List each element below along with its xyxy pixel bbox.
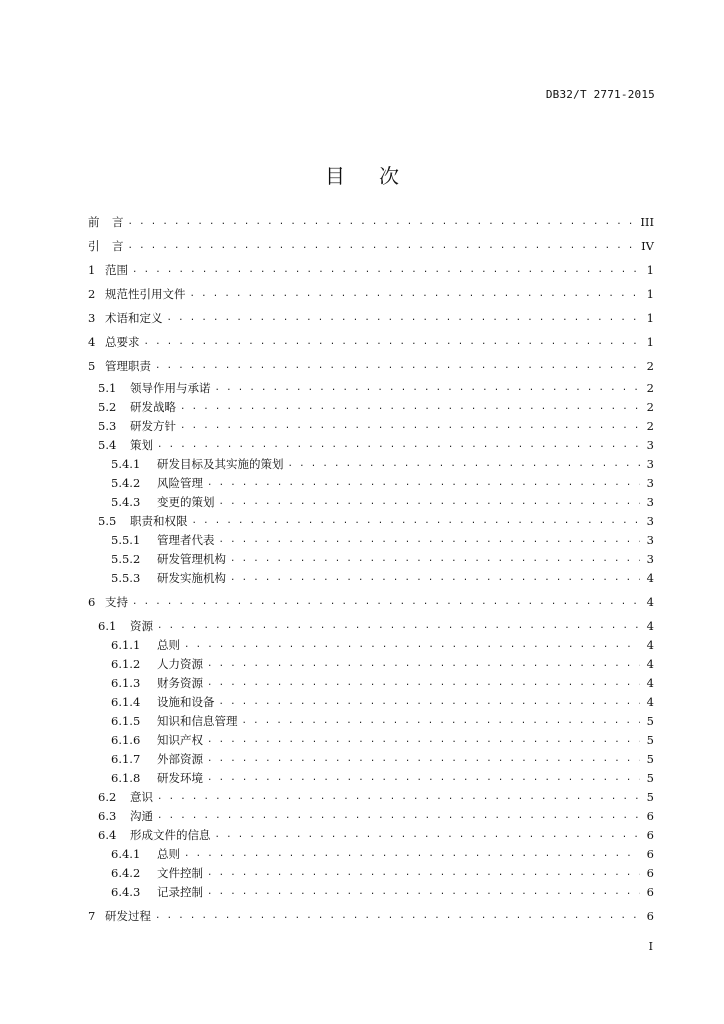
toc-leader-dots: [207, 884, 640, 900]
toc-leader-dots: [155, 358, 640, 374]
toc-entry[interactable]: [98, 513, 654, 529]
toc-entry-label: 研发管理机构: [157, 552, 226, 566]
toc-entry-label: 管理者代表: [157, 533, 215, 547]
toc-leader-dots: [190, 286, 641, 302]
toc-entry-page: 4: [646, 657, 654, 671]
toc-entry-page: 1: [646, 287, 654, 301]
toc-entry[interactable]: [98, 618, 654, 634]
toc-leader-dots: [184, 846, 640, 862]
toc-entry[interactable]: [111, 865, 654, 881]
toc-entry-page: 2: [646, 419, 654, 433]
toc-entry[interactable]: [111, 551, 654, 567]
toc-entry-number: 6: [88, 595, 96, 609]
toc-entry[interactable]: [88, 334, 654, 350]
toc-leader-dots: [219, 694, 641, 710]
toc-entry[interactable]: [111, 770, 654, 786]
toc-leader-dots: [184, 637, 640, 653]
toc-entry[interactable]: [88, 262, 654, 278]
toc-entry-number: 5.3: [98, 419, 117, 433]
toc-entry[interactable]: [111, 884, 654, 900]
toc-entry-page: 4: [646, 595, 654, 609]
toc-entry[interactable]: [98, 437, 654, 453]
toc-entry-page: 2: [646, 400, 654, 414]
toc-leader-dots: [157, 789, 640, 805]
toc-entry[interactable]: [98, 418, 654, 434]
toc-leader-dots: [180, 399, 640, 415]
toc-entry[interactable]: [98, 380, 654, 396]
toc-entry-page: 4: [646, 676, 654, 690]
toc-leader-dots: [180, 418, 640, 434]
toc-entry-label: 言: [112, 239, 124, 253]
toc-entry[interactable]: [88, 908, 654, 924]
toc-entry[interactable]: [111, 846, 654, 862]
toc-entry[interactable]: [111, 570, 654, 586]
toc-entry-number: 7: [88, 909, 96, 923]
toc-entry-number: 6.1.8: [111, 771, 141, 785]
toc-entry-number: 1: [88, 263, 96, 277]
toc-entry[interactable]: [111, 532, 654, 548]
toc-entry-page: 5: [646, 771, 654, 785]
toc-entry-label: 变更的策划: [157, 495, 215, 509]
toc-entry-number: 5.5.2: [111, 552, 141, 566]
toc-entry-page: 5: [646, 752, 654, 766]
toc-leader-dots: [157, 618, 640, 634]
toc-leader-dots: [128, 238, 638, 254]
toc-entry-number: 5.5.1: [111, 533, 141, 547]
toc-entry[interactable]: [111, 637, 654, 653]
toc-entry-number: 5: [88, 359, 96, 373]
toc-entry-page: 1: [646, 263, 654, 277]
toc-entry-page: 4: [646, 638, 654, 652]
toc-entry-page: 3: [646, 495, 654, 509]
toc-entry-number: 5.5.3: [111, 571, 141, 585]
toc-leader-dots: [157, 437, 640, 453]
toc-entry-label: 研发过程: [105, 909, 151, 923]
toc-entry-number: 6.1.4: [111, 695, 141, 709]
toc-entry-label: 研发战略: [130, 400, 176, 414]
toc-leader-dots: [167, 310, 641, 326]
toc-entry[interactable]: [98, 789, 654, 805]
toc-entry[interactable]: [98, 399, 654, 415]
toc-leader-dots: [132, 594, 640, 610]
toc-entry-page: IV: [641, 239, 654, 253]
toc-entry-label: 风险管理: [157, 476, 203, 490]
toc-entry-number: 5.4.1: [111, 457, 141, 471]
toc-leader-dots: [242, 713, 641, 729]
toc-entry-page: 3: [646, 438, 654, 452]
toc-entry-number: 5.1: [98, 381, 117, 395]
toc-entry-number: 4: [88, 335, 96, 349]
toc-entry-number: 6.4: [98, 828, 117, 842]
toc-leader-dots: [230, 570, 640, 586]
toc-entry[interactable]: [111, 732, 654, 748]
toc-entry-number: 6.1.1: [111, 638, 141, 652]
toc-entry-label: 沟通: [130, 809, 153, 823]
toc-entry-label: 领导作用与承诺: [130, 381, 211, 395]
toc-entry-number: 6.4.2: [111, 866, 141, 880]
toc-leader-dots: [207, 656, 640, 672]
page-number: I: [648, 940, 653, 953]
toc-entry-label: 总则: [157, 847, 180, 861]
toc-entry-page: 3: [646, 552, 654, 566]
toc-entry-number: 5.4.2: [111, 476, 141, 490]
toc-entry[interactable]: [88, 214, 654, 230]
toc-leader-dots: [207, 732, 640, 748]
toc-entry-page: 4: [646, 571, 654, 585]
toc-entry-label: 术语和定义: [105, 311, 163, 325]
toc-entry-page: 3: [646, 476, 654, 490]
toc-entry-label: 言: [112, 215, 124, 229]
toc-leader-dots: [288, 456, 641, 472]
toc-entry-label: 总要求: [105, 335, 140, 349]
toc-leader-dots: [219, 494, 641, 510]
toc-entry-label: 资源: [130, 619, 153, 633]
toc-entry-page: 6: [646, 847, 654, 861]
toc-entry-label: 文件控制: [157, 866, 203, 880]
toc-entry-number: 6.1.2: [111, 657, 141, 671]
toc-entry-page: 6: [646, 866, 654, 880]
toc-entry-label: 支持: [105, 595, 128, 609]
toc-entry-label: 知识和信息管理: [157, 714, 238, 728]
toc-leader-dots: [132, 262, 640, 278]
toc-leader-dots: [207, 770, 640, 786]
toc-entry-number: 3: [88, 311, 96, 325]
toc-leader-dots: [144, 334, 641, 350]
toc-entry-label: 记录控制: [157, 885, 203, 899]
toc-entry-page: 4: [646, 695, 654, 709]
toc-entry-number: 6.2: [98, 790, 117, 804]
toc-leader-dots: [207, 475, 640, 491]
toc-entry-label: 研发实施机构: [157, 571, 226, 585]
toc-entry-label: 研发环境: [157, 771, 203, 785]
toc-entry[interactable]: [111, 751, 654, 767]
toc-leader-dots: [207, 751, 640, 767]
toc-entry-number: 6.4.1: [111, 847, 141, 861]
toc-entry-page: 6: [646, 909, 654, 923]
toc-entry[interactable]: [111, 494, 654, 510]
toc-entry-number: 6.1.3: [111, 676, 141, 690]
toc-leader-dots: [230, 551, 640, 567]
toc-entry-label: 外部资源: [157, 752, 203, 766]
toc-entry-number: 6.1: [98, 619, 117, 633]
toc-entry[interactable]: [88, 238, 654, 254]
toc-leader-dots: [207, 865, 640, 881]
toc-leader-dots: [207, 675, 640, 691]
toc-entry-label: 总则: [157, 638, 180, 652]
document-code: DB32/T 2771-2015: [545, 88, 655, 101]
toc-entry[interactable]: [111, 675, 654, 691]
toc-entry[interactable]: [111, 456, 654, 472]
toc-entry-number: 前: [88, 215, 100, 229]
toc-entry-page: 2: [646, 359, 654, 373]
toc-leader-dots: [128, 214, 637, 230]
toc-entry-label: 研发目标及其实施的策划: [157, 457, 284, 471]
toc-entry-page: 4: [646, 619, 654, 633]
toc-leader-dots: [215, 380, 641, 396]
toc-title-left: 目: [325, 164, 345, 188]
toc-entry-number: 6.4.3: [111, 885, 141, 899]
toc-entry-number: 2: [88, 287, 96, 301]
toc-entry[interactable]: [88, 310, 654, 326]
toc-entry-number: 6.1.5: [111, 714, 141, 728]
toc-entry[interactable]: [88, 358, 654, 374]
toc-entry-label: 范围: [105, 263, 128, 277]
toc-entry-page: 5: [646, 714, 654, 728]
toc-leader-dots: [219, 532, 641, 548]
toc-entry-label: 管理职责: [105, 359, 151, 373]
toc-entry[interactable]: [111, 713, 654, 729]
toc-entry-page: 6: [646, 885, 654, 899]
toc-entry-label: 形成文件的信息: [130, 828, 211, 842]
toc-entry-page: III: [640, 215, 654, 229]
toc-entry-page: 5: [646, 790, 654, 804]
toc-leader-dots: [155, 908, 640, 924]
toc-entry-page: 6: [646, 809, 654, 823]
toc-entry-page: 3: [646, 514, 654, 528]
toc-entry-number: 6.3: [98, 809, 117, 823]
toc-entry-page: 3: [646, 457, 654, 471]
toc-entry-number: 5.2: [98, 400, 117, 414]
toc-entry-label: 财务资源: [157, 676, 203, 690]
toc-entry-label: 意识: [130, 790, 153, 804]
toc-entry[interactable]: [111, 694, 654, 710]
toc-entry[interactable]: [98, 827, 654, 843]
toc-entry-page: 5: [646, 733, 654, 747]
toc-entry-page: 1: [646, 311, 654, 325]
toc-entry-page: 3: [646, 533, 654, 547]
toc-leader-dots: [192, 513, 641, 529]
toc-entry-label: 设施和设备: [157, 695, 215, 709]
toc-entry-number: 5.4.3: [111, 495, 141, 509]
toc-entry[interactable]: [98, 808, 654, 824]
toc-entry-page: 1: [646, 335, 654, 349]
toc-entry-label: 规范性引用文件: [105, 287, 186, 301]
toc-entry-number: 引: [88, 239, 100, 253]
toc-entry-label: 人力资源: [157, 657, 203, 671]
toc-entry-number: 5.4: [98, 438, 117, 452]
toc-title: [0, 160, 724, 189]
toc-entry-page: 6: [646, 828, 654, 842]
toc-entry-label: 策划: [130, 438, 153, 452]
toc-entry[interactable]: [111, 475, 654, 491]
toc-entry[interactable]: [88, 286, 654, 302]
toc-leader-dots: [215, 827, 641, 843]
toc-entry-number: 5.5: [98, 514, 117, 528]
toc-entry-number: 6.1.6: [111, 733, 141, 747]
toc-entry-label: 知识产权: [157, 733, 203, 747]
toc-entry[interactable]: [111, 656, 654, 672]
toc-leader-dots: [157, 808, 640, 824]
toc-entry-label: 职责和权限: [130, 514, 188, 528]
toc-entry-number: 6.1.7: [111, 752, 141, 766]
toc-entry[interactable]: [88, 594, 654, 610]
toc-title-right: 次: [379, 164, 399, 188]
toc-entry-label: 研发方针: [130, 419, 176, 433]
toc-entry-page: 2: [646, 381, 654, 395]
